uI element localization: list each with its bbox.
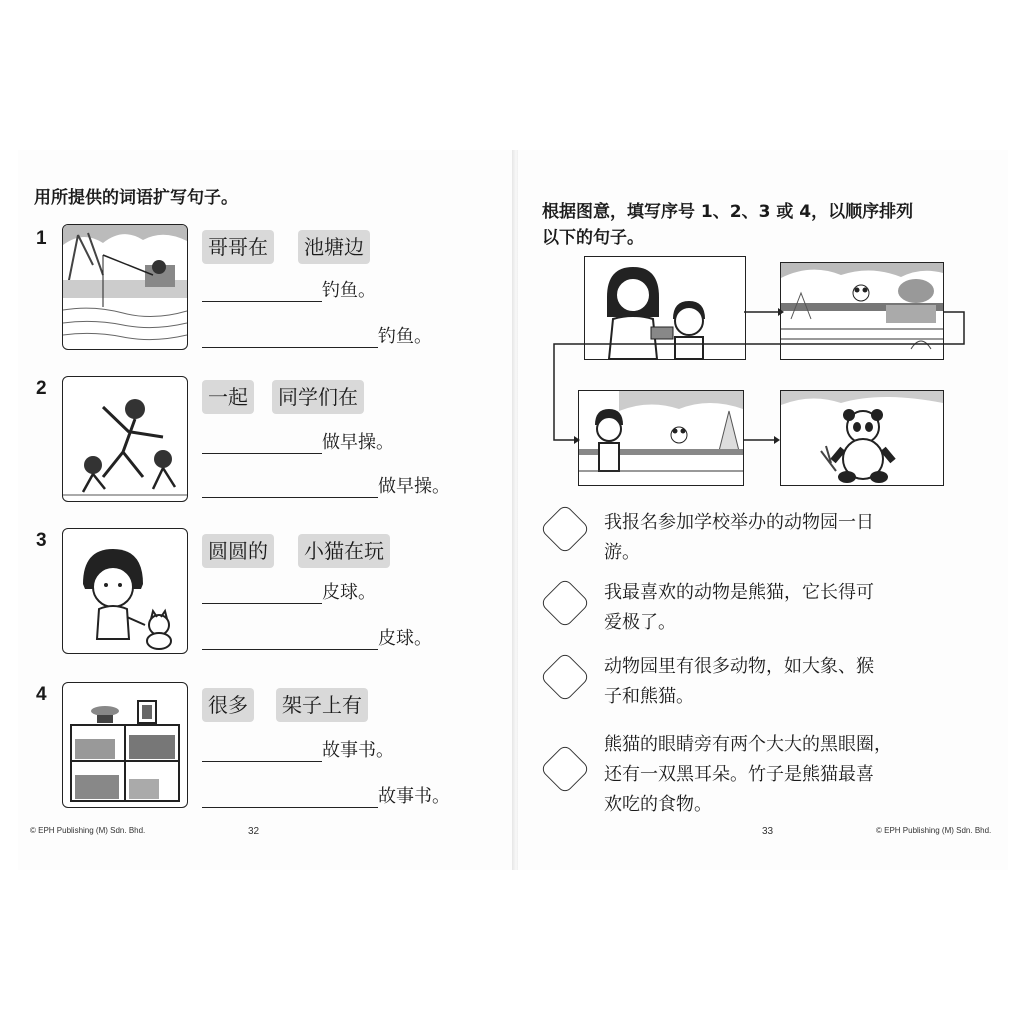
statement-line: 子和熊猫。 (604, 686, 694, 707)
statement-line: 欢吃的食物。 (604, 794, 712, 815)
blank[interactable] (202, 739, 322, 762)
word-chip: 架子上有 (276, 688, 368, 722)
statement-line: 我最喜欢的动物是熊猫，它长得可 (604, 582, 874, 603)
answer-line (202, 322, 432, 348)
copyright-footer: © EPH Publishing (M) Sdn. Bhd. (876, 826, 992, 835)
answer-line (202, 624, 432, 650)
statement-2 (604, 578, 974, 638)
sentence-ending: 故事书。 (378, 786, 450, 807)
sentence-ending: 钓鱼。 (322, 280, 376, 301)
word-chip: 池塘边 (298, 230, 370, 264)
answer-line (202, 472, 450, 498)
girl-with-cat-illustration (62, 528, 188, 654)
right-instruction-line1: 根据图意，填写序号 1、2、3 或 4，以顺序排列 (542, 202, 914, 222)
item-number: 1 (36, 228, 47, 249)
statement-line: 我报名参加学校举办的动物园一日 (604, 512, 874, 533)
blank[interactable] (202, 627, 378, 650)
blank[interactable] (202, 279, 322, 302)
answer-line (202, 736, 394, 762)
blank[interactable] (202, 475, 378, 498)
statement-line: 熊猫的眼睛旁有两个大大的黑眼圈， (604, 734, 892, 755)
item-number: 4 (36, 684, 47, 705)
item-number: 3 (36, 530, 47, 551)
word-chip: 哥哥在 (202, 230, 274, 264)
answer-line (202, 276, 376, 302)
statement-line: 游。 (604, 542, 640, 563)
word-chip: 同学们在 (272, 380, 364, 414)
word-chip: 很多 (202, 688, 254, 722)
answer-line (202, 782, 450, 808)
item-number: 2 (36, 378, 47, 399)
word-chip: 小猫在玩 (298, 534, 390, 568)
blank[interactable] (202, 431, 322, 454)
statement-line: 还有一双黑耳朵。竹子是熊猫最喜 (604, 764, 874, 785)
blank[interactable] (202, 581, 322, 604)
sentence-ending: 钓鱼。 (378, 326, 432, 347)
sentence-ending: 皮球。 (378, 628, 432, 649)
right-instruction-line2: 以下的句子。 (542, 228, 644, 248)
sentence-ending: 故事书。 (322, 740, 394, 761)
blank[interactable] (202, 325, 378, 348)
page-number: 32 (248, 826, 260, 837)
statement-line: 动物园里有很多动物，如大象、猴 (604, 656, 874, 677)
statement-3 (604, 652, 974, 712)
blank[interactable] (202, 785, 378, 808)
morning-exercise-illustration (62, 376, 188, 502)
fishing-illustration (62, 224, 188, 350)
answer-line (202, 578, 376, 604)
word-chip: 一起 (202, 380, 254, 414)
page-number: 33 (762, 826, 774, 837)
sentence-ending: 皮球。 (322, 582, 376, 603)
sequence-arrows (552, 300, 982, 460)
statement-4 (604, 730, 974, 820)
bookshelf-illustration (62, 682, 188, 808)
sentence-ending: 做早操。 (322, 432, 394, 453)
statement-1 (604, 508, 974, 568)
left-instruction: 用所提供的词语扩写句子。 (34, 188, 238, 208)
sentence-ending: 做早操。 (378, 476, 450, 497)
word-chip: 圆圆的 (202, 534, 274, 568)
answer-line (202, 428, 394, 454)
copyright-footer: © EPH Publishing (M) Sdn. Bhd. (30, 826, 146, 835)
statement-line: 爱极了。 (604, 612, 676, 633)
